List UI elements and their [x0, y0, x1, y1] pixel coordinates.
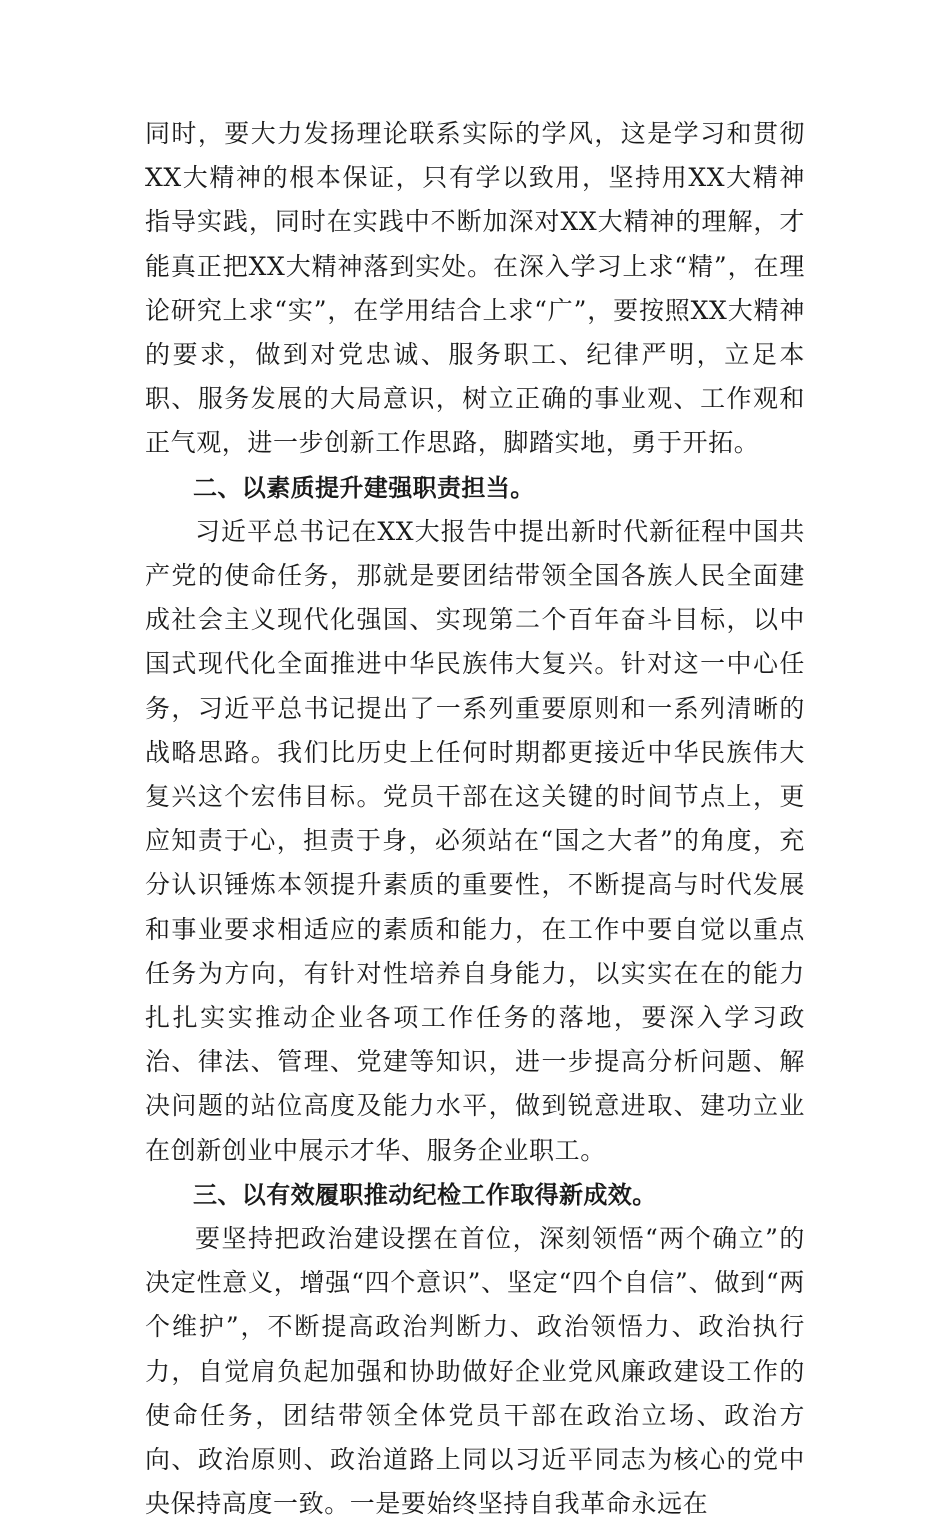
paragraph-continued: 同时，要大力发扬理论联系实际的学风，这是学习和贯彻XX大精神的根本保证，只有学以致用，坚持用XX大精神指导实践，同时在实践中不断加深对XX大精神的理解，才能真正把XX大精神落到实处。在深入学习上求“精”，在理论研究上求“实”，在学用结合上求“广”，要按照XX大精神的要求，做到对党忠诚、服务职工、纪律严明，立足本职、服务发展的大局意识，树立正确的事业观、工作观和正气观，进一步创新工作思路，脚踏实地，勇于开拓。 [145, 119, 805, 458]
document-page [145, 112, 805, 1527]
section-heading-2: 二、以素质提升建强职责担当。 [193, 473, 535, 502]
section-heading-3: 三、以有效履职推动纪检工作取得新成效。 [193, 1180, 657, 1209]
paragraph-section-3: 要坚持把政治建设摆在首位，深刻领悟“两个确立”的决定性意义，增强“四个意识”、坚定“四个自信”、做到“两个维护”，不断提高政治判断力、政治领悟力、政治执行力，自觉肩负起加强和协助做好企业党风廉政建设工作的使命任务，团结带领全体党员干部在政治立场、政治方向、政治原则、政治道路上同以习近平同志为核心的党中央保持高度一致。一是要始终坚持自我革命永远在 [145, 1224, 805, 1519]
paragraph-section-2: 习近平总书记在XX大报告中提出新时代新征程中国共产党的使命任务，那就是要团结带领全国各族人民全面建成社会主义现代化强国、实现第二个百年奋斗目标，以中国式现代化全面推进中华民族伟大复兴。针对这一中心任务，习近平总书记提出了一系列重要原则和一系列清晰的战略思路。我们比历史上任何时期都更接近中华民族伟大复兴这个宏伟目标。党员干部在这关键的时间节点上，更应知责于心，担责于身，必须站在“国之大者”的角度，充分认识锤炼本领提升素质的重要性，不断提高与时代发展和事业要求相适应的素质和能力，在工作中要自觉以重点任务为方向，有针对性培养自身能力，以实实在在的能力扎扎实实推动企业各项工作任务的落地，要深入学习政治、律法、管理、党建等知识，进一步提高分析问题、解决问题的站位高度及能力水平，做到锐意进取、建功立业在创新创业中展示才华、服务企业职工。 [145, 516, 805, 1165]
